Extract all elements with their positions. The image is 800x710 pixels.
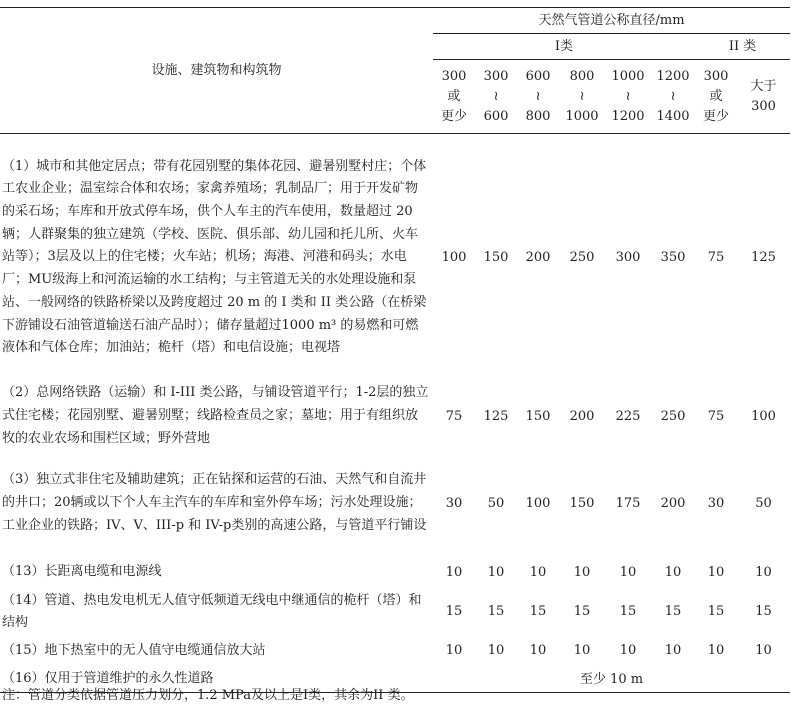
distance-value: 150 xyxy=(569,495,595,511)
distance-value: 250 xyxy=(559,134,605,382)
distance-value: 175 xyxy=(615,495,641,511)
column-header-line: ≀ xyxy=(625,88,631,104)
distance-value: 30 xyxy=(707,495,725,511)
diameter-column-header xyxy=(605,60,651,134)
facility-description: （1）城市和其他定居点；带有花园别墅的集体花园、避暑别墅村庄；个体工农业企业；温室综合体和农场；家禽养殖场；乳制品厂；用于开发矿物的采石场；车库和开放式停车场，供个人车主的汽车使用，数量超过 20 辆；人群聚集的独立建筑（学校、医院、俱乐部、幼儿园和托儿所、火车站等）；3层及以上的住宅楼；火车站；机场；海港、河港和码头；水电厂；MU级海上和河流运输的水工结构；与主管道无关的水处理设施和泵站、一般网络的铁路桥梁以及跨度超过 20 m 的 I 类和 II 类公路（在桥梁下游铺设石油管道输送石油产品时）；储存量超过1000 m³ 的易燃和可燃液体和气体仓库；加油站；桅杆（塔）和电信设施；电视塔 xyxy=(0,134,433,382)
distance-value: 15 xyxy=(707,604,725,620)
distance-value: 10 xyxy=(487,564,505,580)
column-header-line: 300 xyxy=(483,68,509,84)
distance-value: 75 xyxy=(445,408,463,424)
column-header-line: 600 xyxy=(483,108,509,124)
table-row xyxy=(0,556,790,590)
distance-value: 15 xyxy=(445,604,463,620)
table-row xyxy=(0,452,790,556)
column-header-line: 或 xyxy=(447,88,461,104)
facility-description: （16）仅用于管道维护的永久性道路 xyxy=(0,667,433,693)
distance-value: 75 xyxy=(707,408,725,424)
column-header-line: ≀ xyxy=(670,88,676,104)
distance-value: 125 xyxy=(483,408,509,424)
distance-value: 10 xyxy=(529,564,547,580)
column-header-line: 大于 xyxy=(750,78,777,94)
column-header-line: ≀ xyxy=(535,88,541,104)
diameter-column-header xyxy=(517,60,559,134)
facility-description: （13）长距离电缆和电源线 xyxy=(2,564,162,580)
distance-value: 125 xyxy=(737,134,790,382)
column-header-line: 1200 xyxy=(611,108,645,124)
column-header-line: 更少 xyxy=(440,108,467,124)
distance-value: 10 xyxy=(755,564,772,580)
column-header-line: 800 xyxy=(569,68,595,84)
distance-value: 10 xyxy=(664,564,682,580)
distance-value: 10 xyxy=(707,564,725,580)
column-header-line: 或 xyxy=(709,88,723,104)
column-header-line: 1000 xyxy=(565,108,599,124)
distance-value: 10 xyxy=(573,642,591,658)
distance-value: 200 xyxy=(517,134,559,382)
column-header-line: 1000 xyxy=(611,68,645,84)
table-row xyxy=(0,590,790,635)
facility-description: （15）地下热室中的无人值守电缆通信放大站 xyxy=(2,642,266,658)
distance-value: 10 xyxy=(619,642,637,658)
distance-value: 350 xyxy=(651,134,695,382)
distance-value: 15 xyxy=(755,604,772,620)
distance-value: 200 xyxy=(660,495,686,511)
distance-value: 15 xyxy=(619,604,637,620)
distance-value: 10 xyxy=(573,564,591,580)
distance-table xyxy=(0,7,790,693)
distance-value: 300 xyxy=(605,134,651,382)
table-row xyxy=(0,134,790,382)
distance-value: 150 xyxy=(475,134,517,382)
facility-description: （3）独立式非住宅及辅助建筑；正在钻探和运营的石油、天然气和自流井的井口；20辆或以下个人车主汽车的车库和室外停车场；污水处理设施；工业企业的铁路；IV、V、III-p 和 IV-p类别的高速公路，与管道平行铺设 xyxy=(2,472,427,533)
column-header-line: 600 xyxy=(525,68,551,84)
distance-value: 50 xyxy=(487,495,505,511)
diameter-column-header xyxy=(737,60,790,134)
distance-value: 10 xyxy=(707,642,725,658)
distance-value: 10 xyxy=(445,642,463,658)
facility-description: （2）总网络铁路（运输）和 I-III 类公路，与铺设管道平行；1-2层的独立式住宅楼；花园别墅、避暑别墅；线路检查员之家；墓地；用于有组织放牧的农业农场和围栏区域；野外营地 xyxy=(2,385,429,446)
column-header-line: 1200 xyxy=(656,68,690,84)
distance-value: 75 xyxy=(695,134,737,382)
distance-value: 10 xyxy=(619,564,637,580)
distance-value: 15 xyxy=(487,604,505,620)
distance-value: 10 xyxy=(529,642,547,658)
column-header-line: 更少 xyxy=(702,108,729,124)
distance-value: 15 xyxy=(664,604,682,620)
column-header-line: ≀ xyxy=(579,88,585,104)
class1-header: I类 xyxy=(433,34,695,60)
table-row xyxy=(0,382,790,452)
column-header-line: 300 xyxy=(703,68,729,84)
distance-value: 100 xyxy=(433,134,475,382)
distance-value: 10 xyxy=(755,642,772,658)
distance-value: 100 xyxy=(751,408,776,424)
diameter-column-header xyxy=(475,60,517,134)
distance-value: 15 xyxy=(573,604,591,620)
distance-value: 10 xyxy=(487,642,505,658)
diameter-column-header xyxy=(559,60,605,134)
diameter-column-header xyxy=(695,60,737,134)
table-footnote: 注：管道分类依据管道压力划分，1.2 MPa及以上是I类，其余为II 类。 xyxy=(2,688,414,703)
diameter-header: 天然气管道公称直径/mm xyxy=(433,8,790,34)
distance-value: 50 xyxy=(755,495,772,511)
distance-value: 200 xyxy=(569,408,595,424)
column-header-line: 800 xyxy=(525,108,551,124)
diameter-column-header xyxy=(433,60,475,134)
class2-header: II 类 xyxy=(695,34,790,60)
distance-value: 225 xyxy=(615,408,641,424)
distance-value: 250 xyxy=(660,408,686,424)
distance-value: 30 xyxy=(445,495,463,511)
distance-value-merged: 至少 10 m xyxy=(433,667,790,693)
distance-value: 100 xyxy=(525,495,551,511)
column-header-line: 1400 xyxy=(656,108,690,124)
distance-value: 10 xyxy=(445,564,463,580)
diameter-column-header xyxy=(651,60,695,134)
distance-value: 10 xyxy=(664,642,682,658)
column-header-line: 300 xyxy=(441,68,467,84)
column-header-line: 300 xyxy=(751,98,776,114)
facility-description: （14）管道、热电发电机无人值守低频道无线电中继通信的桅杆（塔）和结构 xyxy=(2,592,422,631)
distance-value: 150 xyxy=(525,408,551,424)
table-header xyxy=(0,8,790,134)
table-body xyxy=(0,134,790,693)
facility-header: 设施、建筑物和构筑物 xyxy=(0,8,433,134)
table-row xyxy=(0,635,790,667)
distance-value: 15 xyxy=(529,604,547,620)
column-header-line: ≀ xyxy=(493,88,499,104)
